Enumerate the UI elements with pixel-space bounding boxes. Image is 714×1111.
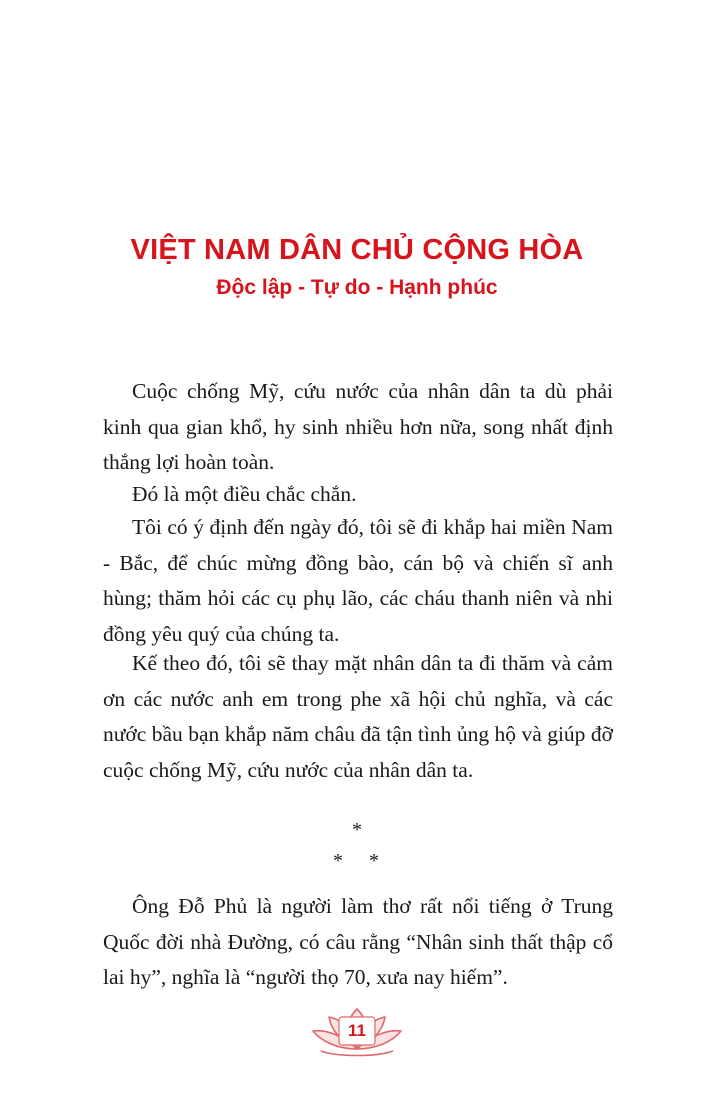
separator-star-left: *	[333, 850, 343, 872]
page-number: 11	[348, 1021, 366, 1040]
separator-star-right: *	[369, 850, 379, 872]
paragraph-5: Ông Đỗ Phủ là người làm thơ rất nổi tiếng ở Trung Quốc đời nhà Đường, có câu rằng “Nhân sinh thất thập cổ lai hy”, nghĩa là “người thọ 70, xưa nay hiếm”.	[103, 894, 613, 989]
paragraph-1: Cuộc chống Mỹ, cứu nước của nhân dân ta dù phải kinh qua gian khổ, hy sinh nhiều hơn nữa, song nhất định thắng lợi hoàn toàn.	[103, 379, 613, 474]
paragraph-3: Tôi có ý định đến ngày đó, tôi sẽ đi khắp hai miền Nam - Bắc, để chúc mừng đồng bào, cán bộ và chiến sĩ anh hùng; thăm hỏi các cụ phụ lão, các cháu thanh niên và nhi đồng yêu quý của chúng ta.	[103, 515, 613, 646]
paragraph-2: Đó là một điều chắc chắn.	[132, 482, 357, 506]
document-title: VIỆT NAM DÂN CHỦ CỘNG HÒA	[130, 234, 584, 266]
separator-star-top: *	[352, 819, 362, 841]
paragraph-4: Kế theo đó, tôi sẽ thay mặt nhân dân ta đi thăm và cảm ơn các nước anh em trong phe xã hội chủ nghĩa, và các nước bầu bạn khắp năm châu đã tận tình ủng hộ và giúp đỡ cuộc chống Mỹ, cứu nước của nhân dân ta.	[103, 651, 613, 782]
document-motto: Độc lập - Tự do - Hạnh phúc	[216, 276, 498, 299]
